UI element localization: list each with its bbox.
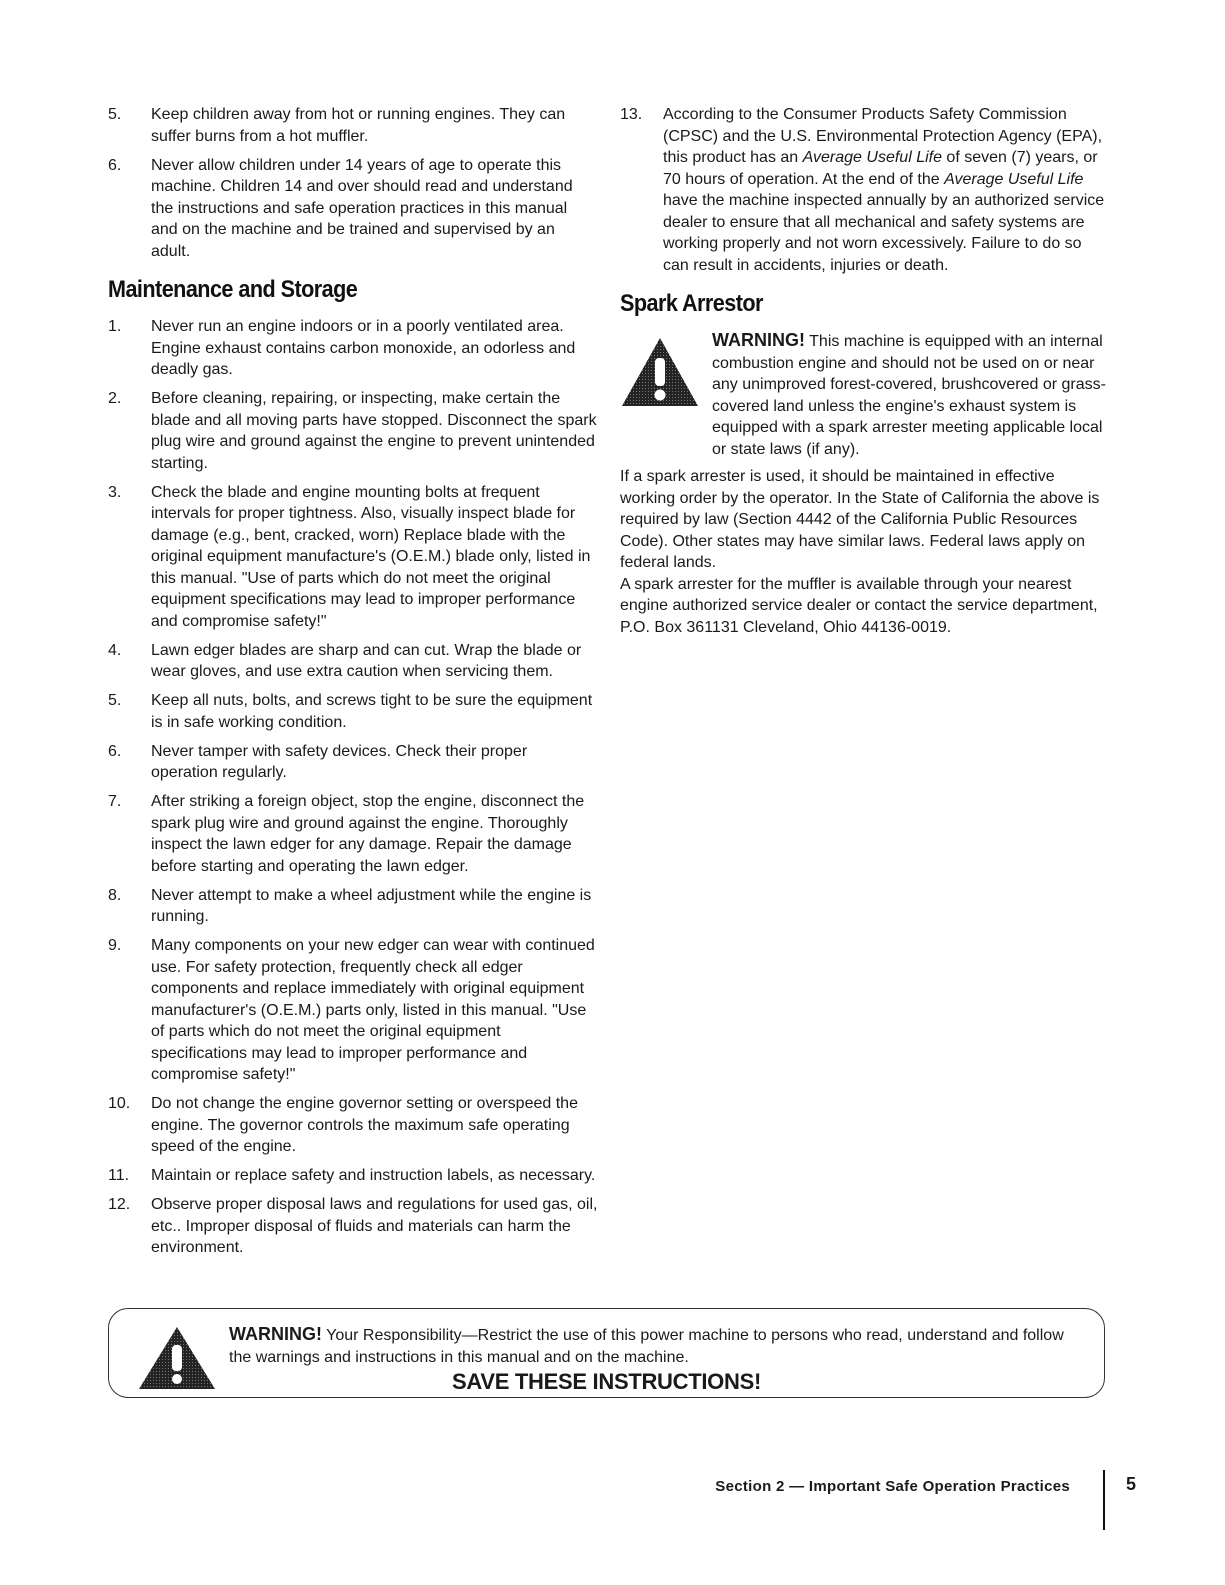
list-item xyxy=(108,482,598,633)
item-text: Keep all nuts, bolts, and screws tight to be sure the equipment is in safe working condition. xyxy=(151,692,593,731)
item-text: Many components on your new edger can wear with continued use. For safety protection, frequently check all edger components and replace immediately with original equipment manufacturer's (O.E.M.) parts only, listed in this manual. "Use of parts which do not meet the original equipment specifications may lead to improper performance and compromise safety!" xyxy=(151,937,595,1083)
list-item xyxy=(108,388,598,474)
maintenance-list xyxy=(108,316,598,1259)
list-item xyxy=(620,104,1110,276)
item-number: 10. xyxy=(108,1095,131,1112)
list-item xyxy=(108,885,598,928)
item-number: 1. xyxy=(108,318,122,335)
item-text: Before cleaning, repairing, or inspecting, make certain the blade and all moving parts have stopped. Disconnect the spark plug wire and ground against the engine to prevent unintended starting. xyxy=(151,390,597,472)
list-item xyxy=(108,741,598,784)
list-continued xyxy=(108,104,598,262)
item-number: 7. xyxy=(108,793,122,810)
item-text: Never allow children under 14 years of age to operate this machine. Children 14 and over should read and understand the instructions and safe operation practices in this manual and on the machine and be trained and supervised by an adult. xyxy=(151,156,573,260)
item-text: Never attempt to make a wheel adjustment while the engine is running. xyxy=(151,886,592,925)
item-text: Lawn edger blades are sharp and can cut. Wrap the blade or wear gloves, and use extra caution when servicing them. xyxy=(151,641,582,680)
item13-text-1: According to the Consumer Products Safety Commission (CPSC) and the U.S. Environmental Protection Agency (EPA), this product has an xyxy=(663,106,1103,166)
left-column xyxy=(108,104,598,1266)
spark-arrestor-heading: Spark Arrestor xyxy=(620,290,763,317)
footer-section-title: Section 2 — Important Safe Operation Practices xyxy=(715,1478,1070,1495)
spark-paragraph-2: A spark arrester for the muffler is available through your nearest engine authorized service dealer or contact the service department, P.O. Box 361131 Cleveland, Ohio 44136-0019. xyxy=(620,575,1098,636)
item-number: 13. xyxy=(620,106,643,123)
page-number: 5 xyxy=(1126,1474,1137,1494)
item-text: Never run an engine indoors or in a poorly ventilated area. Engine exhaust contains carbon monoxide, an odorless and deadly gas. xyxy=(151,318,576,378)
item-text: Do not change the engine governor setting or overspeed the engine. The governor controls the maximum safe operating speed of the engine. xyxy=(151,1095,578,1155)
list-item xyxy=(108,690,598,733)
list-item xyxy=(108,316,598,381)
warning-body: Your Responsibility—Restrict the use of this power machine to persons who read, understand and follow the warnings and instructions in this manual and on the machine. xyxy=(229,1327,1064,1366)
item-text: Never tamper with safety devices. Check their proper operation regularly. xyxy=(151,742,528,781)
item-text: After striking a foreign object, stop the engine, disconnect the spark plug wire and ground against the engine. Thoroughly inspect the lawn edger for any damage. Repair the damage before starting and operating the lawn edger. xyxy=(151,793,585,875)
item13-italic-2: Average Useful Life xyxy=(944,170,1084,188)
item-number: 5. xyxy=(108,106,122,123)
item-number: 11. xyxy=(108,1167,130,1184)
list-item xyxy=(108,155,598,263)
item-text: Check the blade and engine mounting bolts at frequent intervals for proper tightness. Also, visually inspect blade for damage (e.g., bent, cracked, worn) Replace blade with the original equipment manufacture's (O.E.M.) blade only, listed in this manual. "Use of parts which do not meet the original equipment specifications may lead to improper performance and compromise safety!" xyxy=(151,483,591,630)
maintenance-heading: Maintenance and Storage xyxy=(108,276,358,303)
item-text: Observe proper disposal laws and regulations for used gas, oil, etc.. Improper disposal of fluids and materials can harm the environment. xyxy=(151,1196,598,1256)
spark-warning-text xyxy=(712,330,1110,460)
list-item xyxy=(108,1093,598,1158)
item-number: 8. xyxy=(108,886,122,904)
warning-triangle-icon xyxy=(620,330,712,460)
banner-text xyxy=(229,1323,1089,1369)
spark-paragraph-1: If a spark arrester is used, it should be maintained in effective working order by the operator. In the State of California the above is required by law (Section 4442 of the California Public Resources Code). Other states may have similar laws. Federal laws apply on federal lands. xyxy=(620,468,1100,571)
item-number: 12. xyxy=(108,1196,131,1213)
save-instructions: SAVE THESE INSTRUCTIONS! xyxy=(452,1369,761,1394)
list-item xyxy=(108,791,598,877)
responsibility-banner xyxy=(108,1308,1105,1398)
list-item xyxy=(108,640,598,683)
list-item xyxy=(108,104,598,147)
warning-body: This machine is equipped with an internal combustion engine and should not be used on or near any unimproved forest-covered, brushcovered or grass-covered land unless the engine's exhaust system is equipped with a spark arrester meeting applicable local or state laws (if any). xyxy=(712,333,1106,458)
item-number: 3. xyxy=(108,483,122,501)
item13-text-3: have the machine inspected annually by an authorized service dealer to ensure that all mechanical and safety systems are working properly and not worn excessively. Failure to do so can result in accidents, injuries or death. xyxy=(663,192,1105,274)
item-text: Keep children away from hot or running engines. They can suffer burns from a hot muffler. xyxy=(151,106,566,145)
footer-divider xyxy=(1103,1470,1105,1530)
spark-warning xyxy=(620,330,1110,460)
right-column xyxy=(620,104,1110,638)
item-number: 6. xyxy=(108,156,122,174)
list-item xyxy=(108,1165,598,1187)
list-item xyxy=(108,1194,598,1259)
list-item xyxy=(108,935,598,1086)
item-number: 4. xyxy=(108,641,122,659)
item13-text-2: of seven (7) years, or 70 hours of operation. At the end of the xyxy=(663,149,1098,188)
item-number: 5. xyxy=(108,692,122,709)
warning-label: WARNING! xyxy=(229,1324,322,1344)
warning-label: WARNING! xyxy=(712,330,805,350)
item-number: 9. xyxy=(108,937,122,954)
item13-italic-1: Average Useful Life xyxy=(802,149,942,166)
item-number: 6. xyxy=(108,742,122,760)
list-item-13-wrap xyxy=(620,104,1110,276)
item-text: Maintain or replace safety and instruction labels, as necessary. xyxy=(151,1167,596,1184)
item-number: 2. xyxy=(108,390,122,407)
item-text xyxy=(663,104,1110,276)
